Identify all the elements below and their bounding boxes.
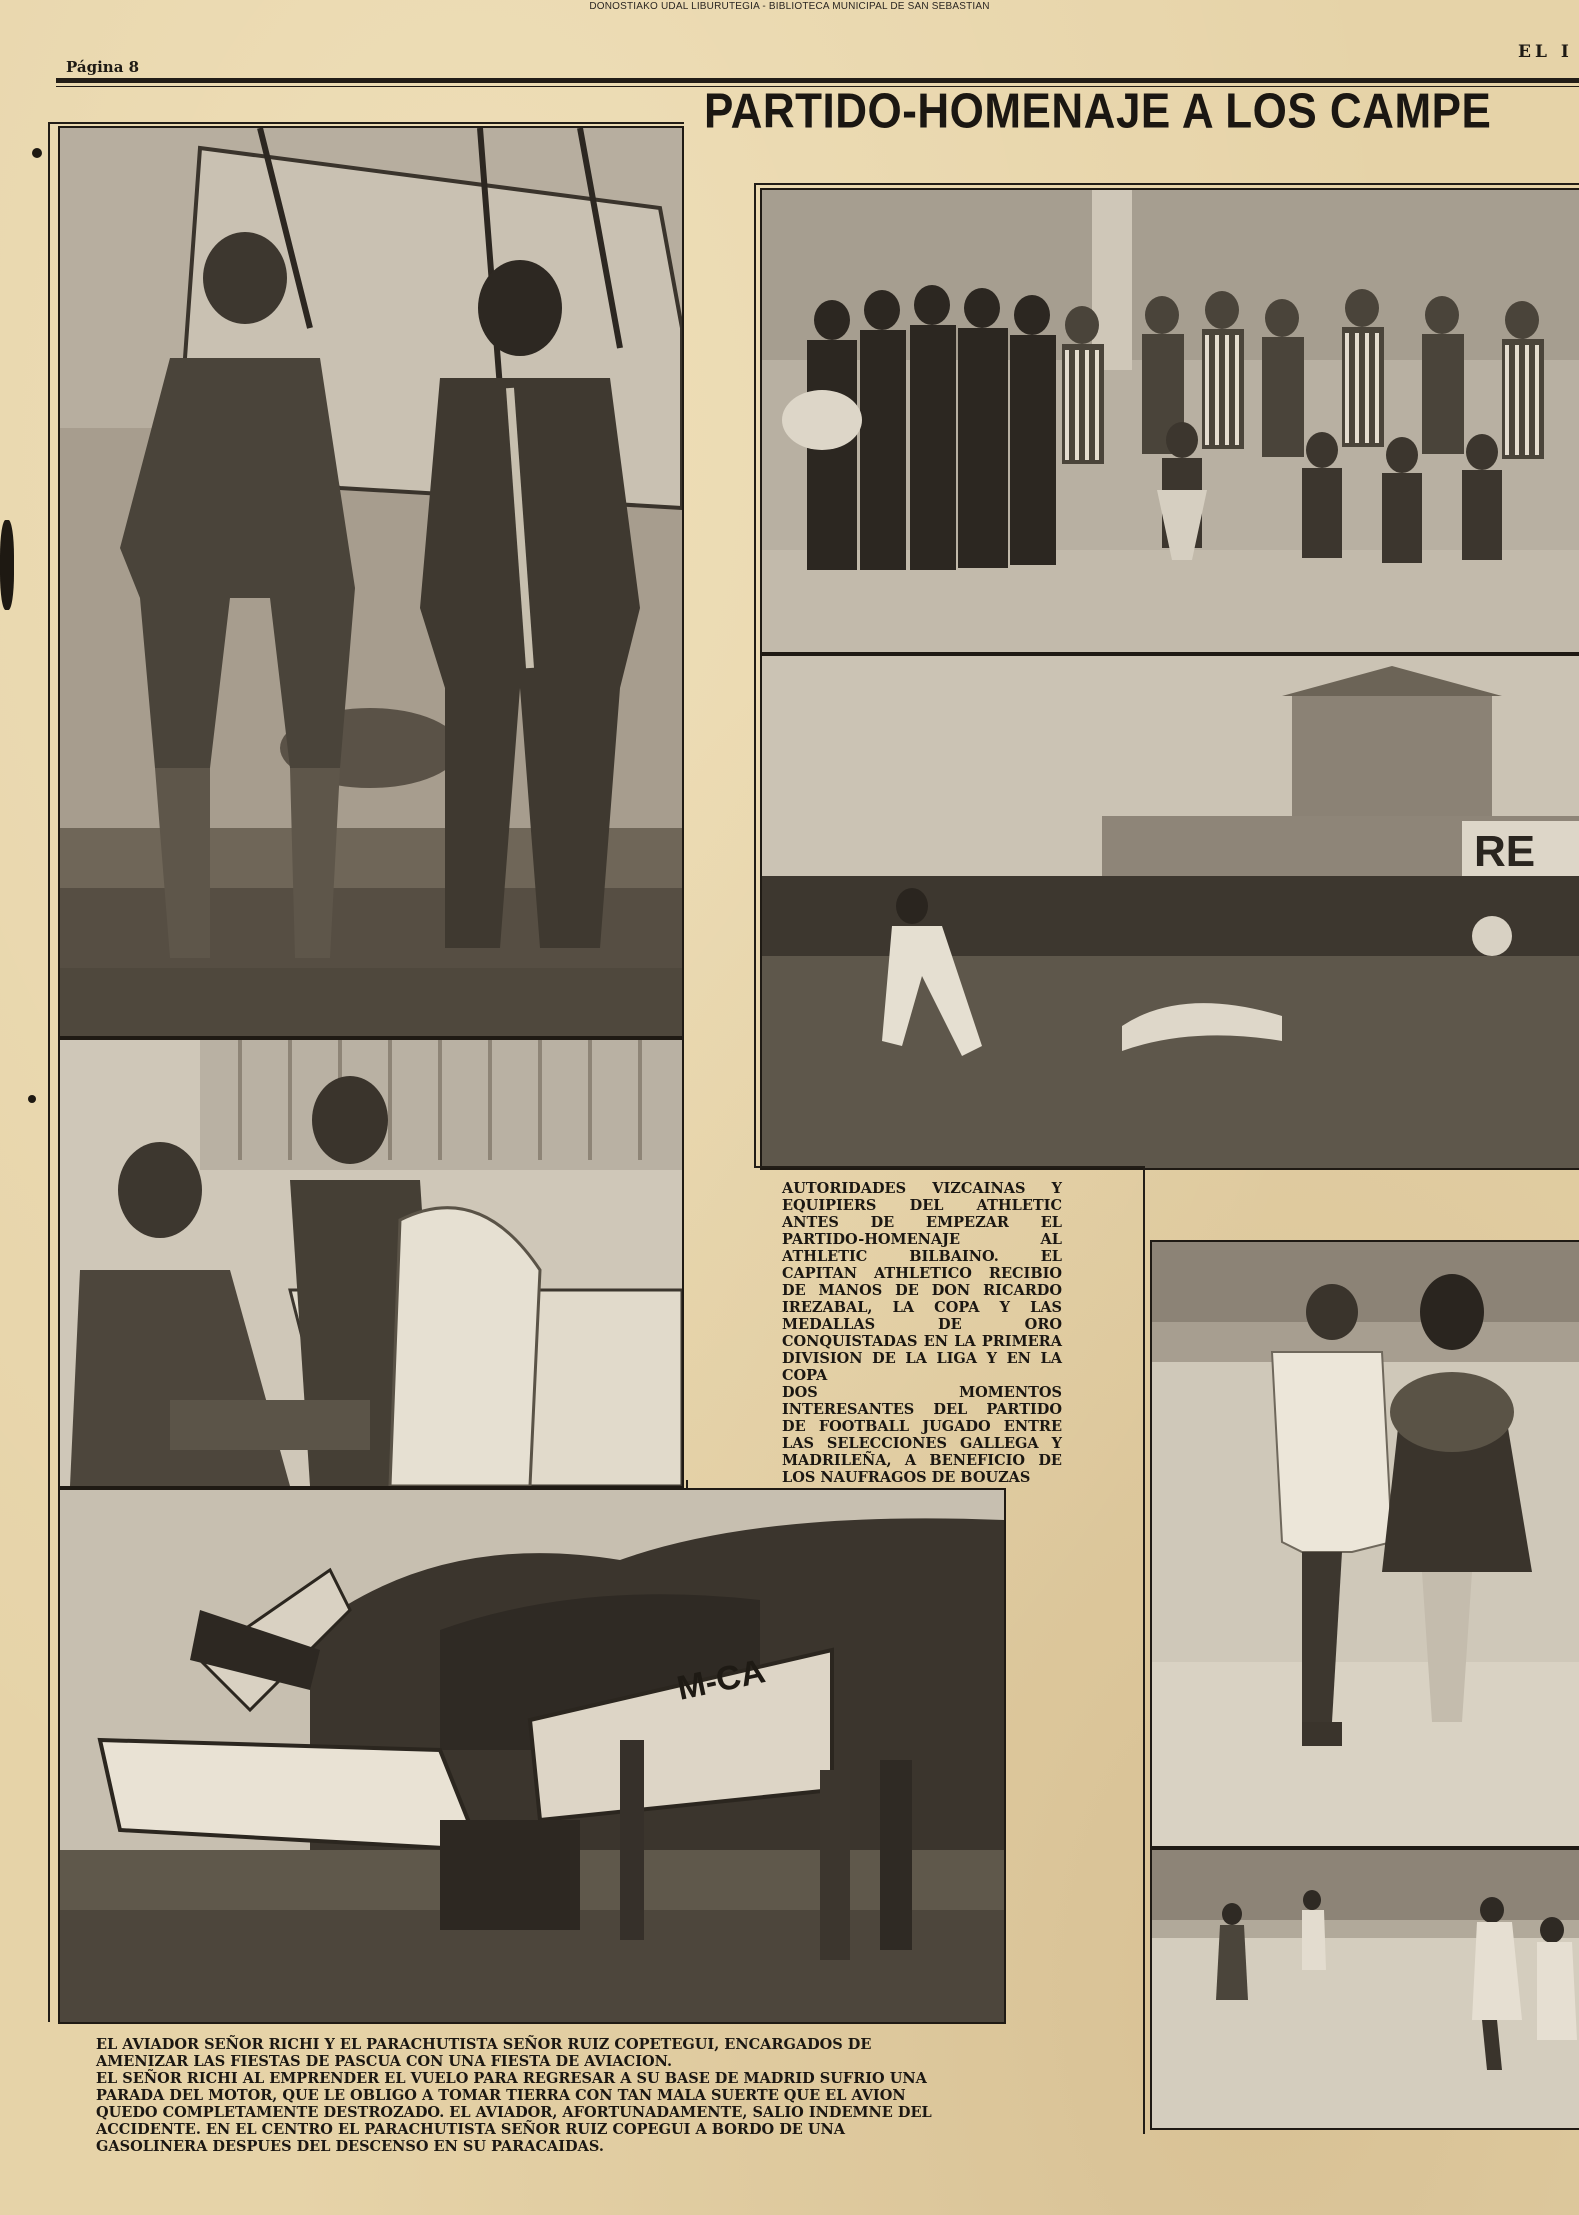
wing-marking: M-CA (673, 1652, 769, 1708)
headline: PARTIDO-HOMENAJE A LOS CAMPE (704, 84, 1492, 139)
stadium-board-text: RE (1474, 827, 1536, 876)
bouquet-illustration (1152, 1242, 1579, 1846)
middle-caption (782, 1180, 1062, 1486)
frame-line (754, 1166, 1144, 1168)
stadium-photo (760, 654, 1579, 1170)
header-rule (56, 78, 1579, 83)
parachutist-photo (58, 1038, 684, 1488)
parachutist-illustration (60, 1040, 682, 1486)
running-title: EL I (1518, 42, 1573, 62)
binding-hole (32, 148, 42, 158)
frame-line (48, 122, 684, 124)
team-illustration (762, 190, 1579, 652)
caption-crash: EL SEÑOR RICHI AL EMPRENDER EL VUELO PARA REGRESAR A SU BASE DE MADRID SUFRIO UNA PARADA DEL MOTOR, QUE LE OBLIGO A TOMAR TIERRA CON TAN MALA SUERTE QUE EL AVION QUEDO COMPLETAMENTE DESTROZADO. EL AVIADOR, AFORTUNADAMENTE, SALIO INDEMNE DEL ACCIDENTE. EN EL CENTRO EL PARACHUTISTA SEÑOR RUIZ COPEGUI A BORDO DE UNA GASOLINERA DESPUES DEL DESCENSO EN SU PARACAIDAS. (96, 2070, 932, 2155)
page-stain (0, 520, 14, 610)
match-photo (1150, 1848, 1579, 2130)
caption-team: AUTORIDADES VIZCAINAS Y EQUIPIERS DEL ATHLETIC ANTES DE EMPEZAR EL PARTIDO-HOMENAJE AL ATHLETIC BILBAINO. EL CAPITAN ATHLETICO RECIBIO DE MANOS DE DON RICARDO IREZABAL, LA COPA Y LAS MEDALLAS DE ORO CONQUISTADAS EN LA PRIMERA DIVISION DE LA LIGA Y EN LA COPA (782, 1180, 1062, 1384)
bottom-caption (96, 2036, 936, 2155)
crashed-plane-photo (58, 1488, 1006, 2024)
frame-line (48, 122, 50, 2022)
frame-line (686, 1480, 688, 1488)
binding-hole (28, 1095, 36, 1103)
stadium-illustration (762, 656, 1579, 1168)
frame-line (754, 183, 1579, 185)
team-photo (760, 188, 1579, 654)
aviators-illustration (60, 128, 682, 1036)
archive-credit: DONOSTIAKO UDAL LIBURUTEGIA - BIBLIOTECA MUNICIPAL DE SAN SEBASTIAN (589, 1, 990, 12)
frame-line (754, 183, 756, 1168)
bouquet-photo (1150, 1240, 1579, 1848)
crashed-plane-illustration (60, 1490, 1004, 2022)
match-illustration (1152, 1850, 1579, 2128)
frame-line (1143, 1166, 1145, 2134)
page-number: Página 8 (66, 58, 140, 76)
caption-aviators: EL AVIADOR SEÑOR RICHI Y EL PARACHUTISTA SEÑOR RUIZ COPETEGUI, ENCARGADOS DE AMENIZAR LAS FIESTAS DE PASCUA CON UNA FIESTA DE AVIACION. (96, 2036, 872, 2070)
caption-match: DOS MOMENTOS INTERESANTES DEL PARTIDO DE FOOTBALL JUGADO ENTRE LAS SELECCIONES GALLEGA Y MADRILEÑA, A BENEFICIO DE LOS NAUFRAGOS DE BOUZAS (782, 1384, 1062, 1486)
aviators-photo (58, 126, 684, 1038)
